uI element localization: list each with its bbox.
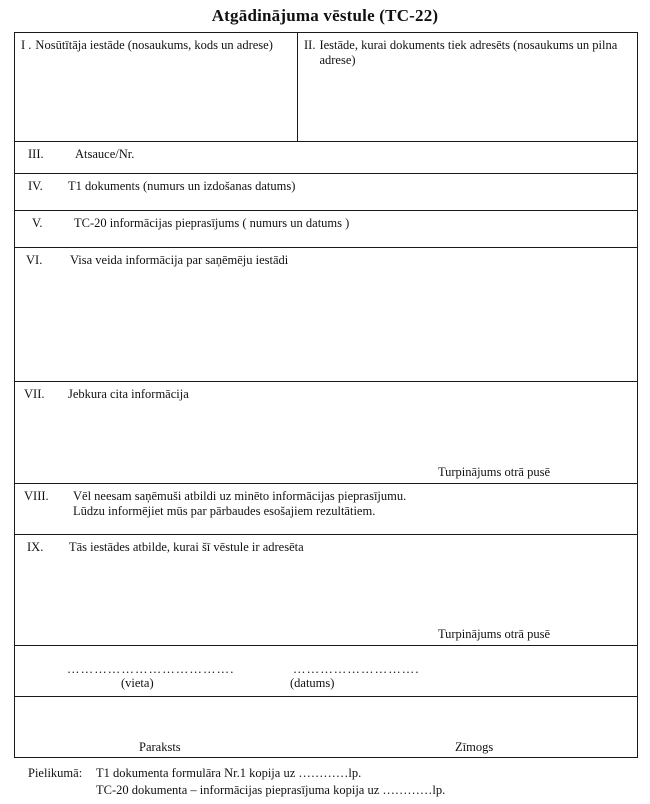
- attachments-footer: [28, 765, 628, 799]
- section-numeral-viii: VIII.: [24, 489, 49, 503]
- section-numeral-v: V.: [32, 216, 43, 230]
- dotted-line-place: ……………………………….: [67, 662, 235, 676]
- table-row-signature: [15, 646, 638, 697]
- form-cell-ii[interactable]: [298, 33, 638, 142]
- form-cell-stamp-block[interactable]: [15, 697, 638, 758]
- table-row-iii: [15, 142, 638, 174]
- tc22-form-table: [14, 32, 638, 758]
- form-cell-ix[interactable]: [15, 535, 638, 646]
- continuation-note-vii: Turpinājums otrā pusē: [437, 465, 550, 479]
- section-numeral-ii: II.: [304, 38, 316, 52]
- form-cell-vii[interactable]: [15, 382, 638, 484]
- dotted-line-date: ……………………….: [293, 662, 420, 676]
- section-label-iv: T1 dokuments (numurs un izdošanas datums): [68, 179, 296, 193]
- form-cell-signature-block[interactable]: [15, 646, 638, 697]
- section-numeral-iv: IV.: [28, 179, 43, 193]
- section-label-i: Nosūtītāja iestāde (nosaukums, kods un adrese): [35, 38, 273, 52]
- table-row-stamp: [15, 697, 638, 758]
- signature-label: Paraksts: [139, 740, 181, 754]
- section-numeral-ix: IX.: [27, 540, 44, 554]
- table-row-iv: [15, 174, 638, 211]
- table-row-v: [15, 211, 638, 248]
- section-label-viii-line1: Vēl neesam saņēmuši atbildi uz minēto informācijas pieprasījumu.: [73, 489, 407, 503]
- section-label-vi: Visa veida informācija par saņēmēju iestādi: [70, 253, 289, 267]
- place-label: (vieta): [121, 676, 154, 690]
- date-label: (datums): [290, 676, 335, 690]
- form-cell-i[interactable]: [15, 33, 298, 142]
- table-row-viii: [15, 484, 638, 535]
- attachment-line-1: T1 dokumenta formulāra Nr.1 kopija uz …………lp.: [96, 766, 362, 780]
- form-cell-iii[interactable]: [15, 142, 638, 174]
- section-label-viii-line2: Lūdzu informējiet mūs par pārbaudes esošajiem rezultātiem.: [73, 504, 376, 518]
- attachment-line-2: TC-20 dokumenta – informācijas pieprasījuma kopija uz …………lp.: [96, 783, 446, 797]
- form-cell-viii[interactable]: [15, 484, 638, 535]
- table-row-i-ii: [15, 33, 638, 142]
- attachments-label: Pielikumā:: [28, 766, 83, 780]
- section-label-vii: Jebkura cita informācija: [68, 387, 189, 401]
- section-label-ii: Iestāde, kurai dokuments tiek adresēts (nosaukums un pilna adrese): [319, 38, 618, 67]
- section-label-v: TC-20 informācijas pieprasījums ( numurs un datums ): [74, 216, 350, 230]
- table-row-ix: [15, 535, 638, 646]
- table-row-vi: [15, 248, 638, 382]
- page-title: Atgādinājuma vēstule (TC-22): [211, 6, 439, 25]
- section-numeral-vi: VI.: [26, 253, 43, 267]
- section-label-ix: Tās iestādes atbilde, kurai šī vēstule ir adresēta: [69, 540, 304, 554]
- section-numeral-vii: VII.: [24, 387, 45, 401]
- section-numeral-i: I .: [21, 38, 32, 52]
- form-cell-vi[interactable]: [15, 248, 638, 382]
- section-numeral-iii: III.: [28, 147, 44, 161]
- table-row-vii: [15, 382, 638, 484]
- section-label-iii: Atsauce/Nr.: [75, 147, 135, 161]
- continuation-note-ix: Turpinājums otrā pusē: [437, 627, 550, 641]
- stamp-label: Zīmogs: [455, 740, 494, 754]
- form-cell-iv[interactable]: [15, 174, 638, 211]
- form-cell-v[interactable]: [15, 211, 638, 248]
